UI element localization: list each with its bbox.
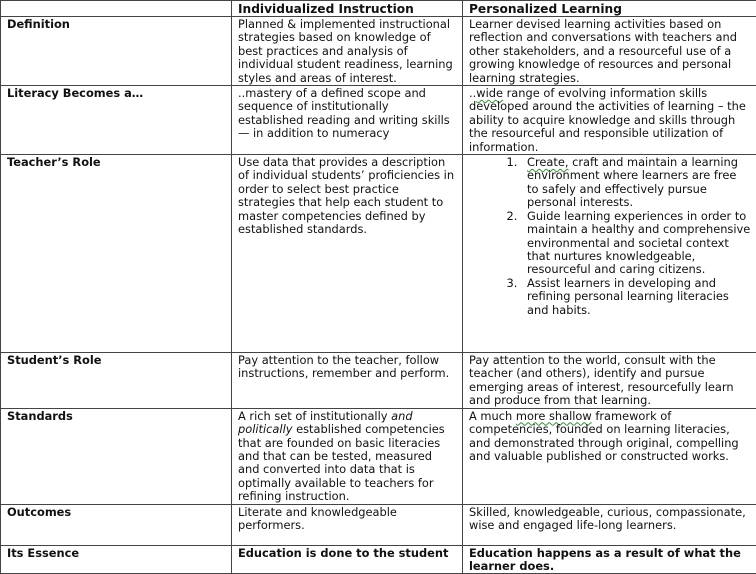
row-label-definition: Definition xyxy=(1,17,232,86)
standards-ind-italic: and politically xyxy=(238,409,413,436)
table-row xyxy=(1,408,756,504)
teacher-role-list xyxy=(469,156,751,317)
table-row xyxy=(1,86,756,155)
essence-personalized: Education happens as a result of what the learner does. xyxy=(463,545,756,574)
literacy-personalized-rest: range of evolving information skills developed around the activities of learning – the ability to acquire knowledge and skills through the resourceful and responsible utilization of information. xyxy=(469,86,746,154)
header-personalized: Personalized Learning xyxy=(463,1,756,17)
table-row xyxy=(1,545,756,574)
literacy-individualized: ..mastery of a defined scope and sequence of institutionally established reading and writing skills — in addition to numeracy xyxy=(232,86,463,155)
header-individualized: Individualized Instruction xyxy=(232,1,463,17)
header-blank-cell xyxy=(1,1,232,17)
standards-ind-part2: established competencies that are founded on basic literacies and that can be tested, measured and converted into data that is optimally available to teachers for refining instruction. xyxy=(238,422,445,503)
row-label-student-role: Student’s Role xyxy=(1,353,232,409)
standards-ind-part1: A rich set of institutionally xyxy=(238,409,391,423)
list-item: 2. Guide learning experiences in order to maintain a healthy and comprehensive environmental and societal context that nurtures knowledgeable, resourceful and caring citizens. xyxy=(521,210,751,277)
list-item xyxy=(521,156,751,210)
teacher-role-item1-rest: craft and maintain a learning environment where learners are free to safely and effectively pursue personal interests. xyxy=(527,155,738,209)
spellcheck-mark-create: Create, xyxy=(527,155,568,169)
spellcheck-mark-wide: wide xyxy=(476,86,503,100)
literacy-personalized-prefix: .. xyxy=(469,86,476,100)
outcomes-individualized: Literate and knowledgeable performers. xyxy=(232,504,463,545)
literacy-personalized xyxy=(463,86,756,155)
list-item: 3. Assist learners in developing and refining personal learning literacies and habits. xyxy=(521,277,751,317)
standards-personalized xyxy=(463,408,756,504)
standards-individualized xyxy=(232,408,463,504)
row-label-outcomes: Outcomes xyxy=(1,504,232,545)
definition-individualized: Planned & implemented instructional strategies based on knowledge of best practices and analysis of individual student readiness, learning styles and areas of interest. xyxy=(232,17,463,86)
row-label-teacher-role: Teacher’s Role xyxy=(1,155,232,353)
teacher-role-personalized xyxy=(463,155,756,353)
row-label-standards: Standards xyxy=(1,408,232,504)
student-role-personalized: Pay attention to the world, consult with the teacher (and others), identify and pursue emerging areas of interest, resourcefully learn and produce from that learning. xyxy=(463,353,756,409)
table-row xyxy=(1,155,756,353)
teacher-role-individualized: Use data that provides a description of individual students’ proficiencies in order to select best practice strategies that help each student to master competencies defined by established standards. xyxy=(232,155,463,353)
essence-individualized: Education is done to the student xyxy=(232,545,463,574)
table-row xyxy=(1,17,756,86)
student-role-individualized: Pay attention to the teacher, follow instructions, remember and perform. xyxy=(232,353,463,409)
definition-personalized: Learner devised learning activities based on reflection and conversations with teachers and other stakeholders, and a resourceful use of a growing knowledge of resources and personal learning strategies. xyxy=(463,17,756,86)
table-row xyxy=(1,504,756,545)
row-label-essence: Its Essence xyxy=(1,545,232,574)
standards-pers-part2: framework of competencies, founded on learning literacies, and demonstrated through original, compelling and valuable published or constructed works. xyxy=(469,409,739,463)
row-label-literacy: Literacy Becomes a… xyxy=(1,86,232,155)
outcomes-personalized: Skilled, knowledgeable, curious, compassionate, wise and engaged life-long learners. xyxy=(463,504,756,545)
table-row xyxy=(1,353,756,409)
standards-pers-part1: A much xyxy=(469,409,516,423)
header-row xyxy=(1,1,756,17)
spellcheck-mark-more-shallow: more shallow xyxy=(516,409,592,423)
